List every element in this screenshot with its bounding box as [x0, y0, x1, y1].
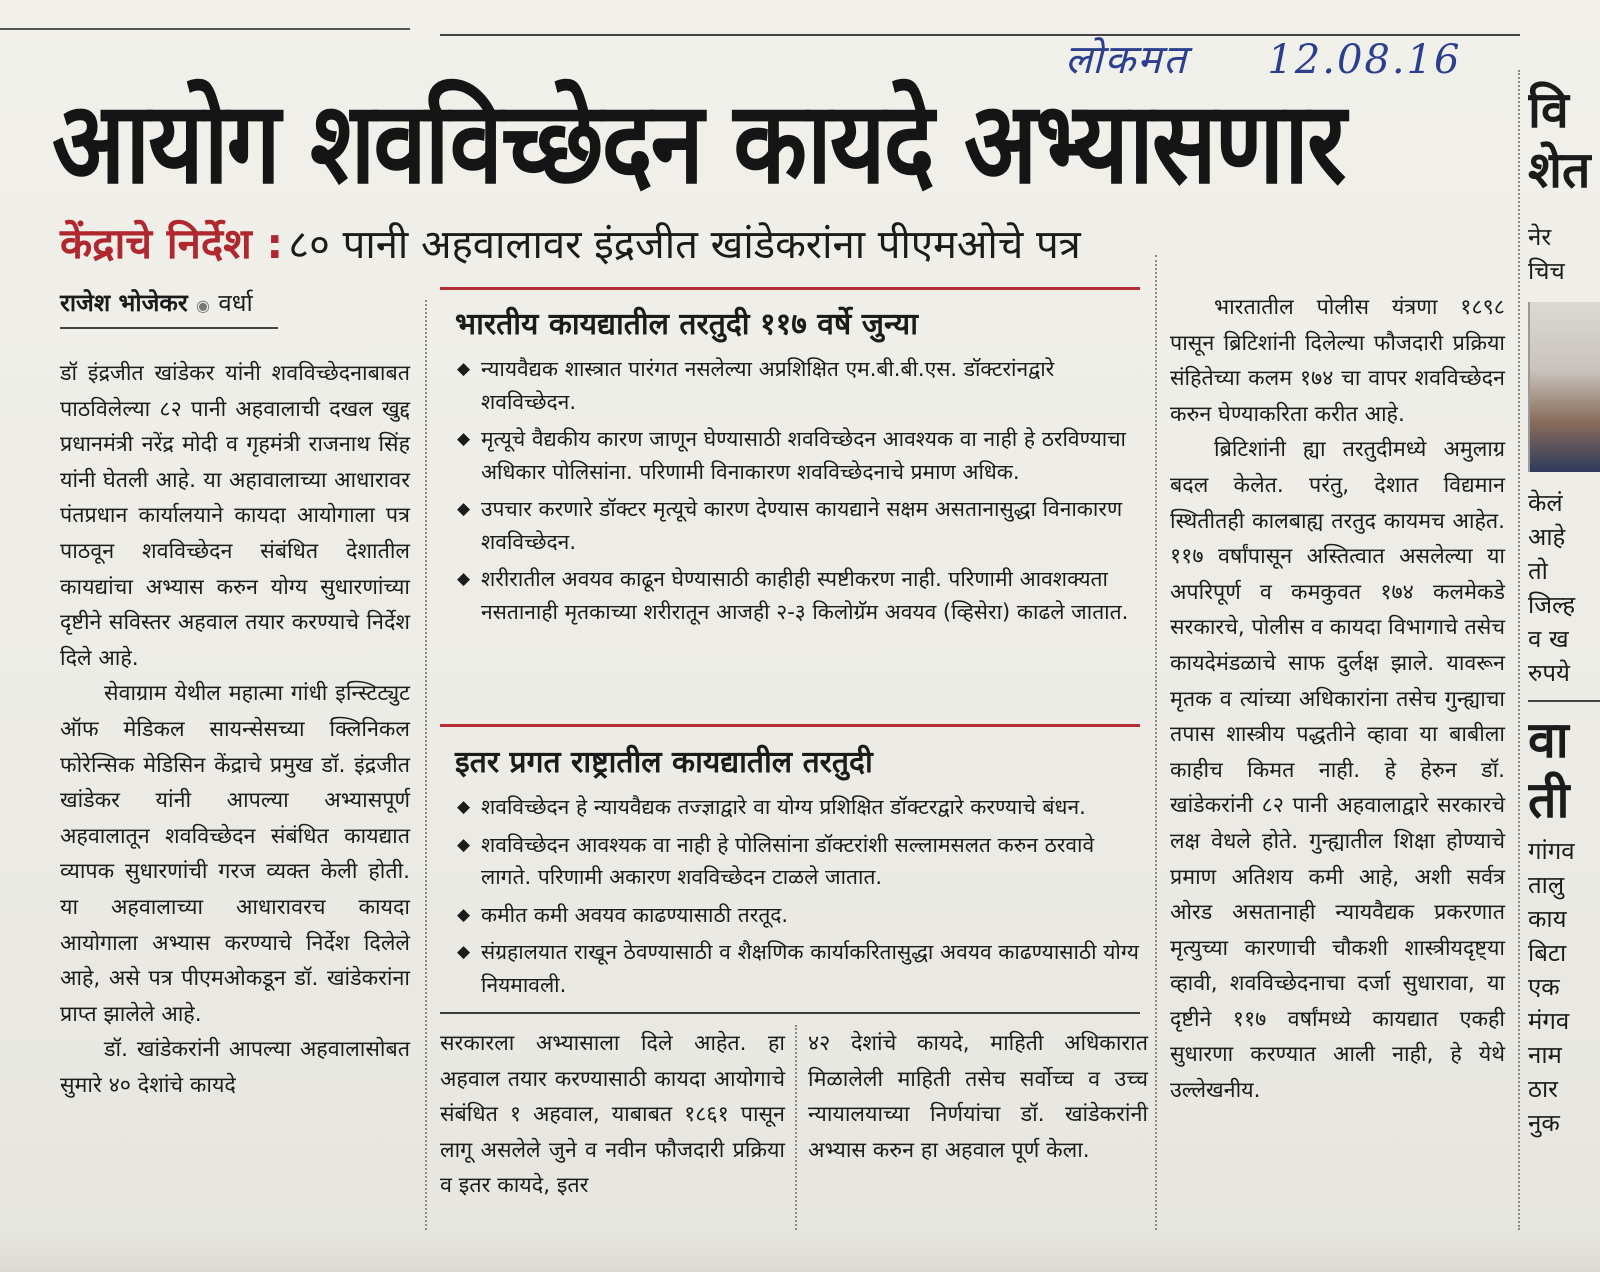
byline-separator: ◉ [196, 296, 210, 315]
box-india-item: ◆ न्यायवैद्यक शास्त्रात पारंगत नसलेल्या अप्रशिक्षित एम.बी.बी.एस. डॉक्टरांनद्वारे शवविच्छेदन. [455, 353, 1145, 418]
kicker-label: केंद्राचे निर्देश : [60, 219, 284, 268]
adjacent-photo [1528, 302, 1600, 472]
adjacent-headline-bottom: वा ती [1528, 711, 1570, 829]
newspaper-name: लोकमत [1065, 37, 1188, 83]
adjacent-headline-top: वि शेत [1528, 81, 1591, 199]
middle-bottom-left-text: सरकारला अभ्यासाला दिले आहेत. हा अहवाल तयार करण्यासाठी कायदा आयोगाचे संबंधित १ अहवाल, याबाबत १८६१ पासून लागू असलेले जुने व नवीन फौजदारी प्रक्रिया व इतर कायदे, इतर [440, 1031, 785, 1199]
bottom-edge [0, 1234, 1600, 1272]
left-paragraph-3: डॉ. खांडेकरांनी आपल्या अहवालासोबत सुमारे ४० देशांचे कायदे [60, 1037, 410, 1098]
diamond-bullet-icon: ◆ [457, 499, 471, 519]
left-column [60, 356, 410, 1103]
diamond-bullet-icon: ◆ [457, 797, 471, 817]
diamond-bullet-icon: ◆ [457, 904, 471, 925]
byline-author: राजेश भोजेकर [60, 289, 188, 317]
byline [60, 286, 253, 319]
box-other-top-rule [440, 724, 1140, 727]
column-divider-3 [1155, 255, 1158, 1230]
box-other-item: ◆ शवविच्छेदन हे न्यायवैद्यक तज्ज्ञाद्वारे वा योग्य प्रशिक्षित डॉक्टरद्वारे करण्याचे बंधन. [455, 791, 1145, 824]
subheadline [60, 214, 1081, 271]
right-paragraph-2: ब्रिटिशांनी ह्या तरतुदीमध्ये अमुलाग्र बदल केलेत. परंतु, देशात विद्यमान स्थितीतही कालबाह्य तरतुद कायमच आहेत. ११७ वर्षांपासून अस्तित्वात असलेल्या या अपरिपूर्ण व कमकुवत १७४ कलमेकडे सरकारचे, पोलीस व कायदा विभागाचे तसेच कायदेमंडळाचे साफ दुर्लक्ष झाले. यावरून मृतक व त्यांच्या अधिकारांना तसेच गुन्ह्याचा तपास शास्त्रीय पद्धतीने व्हावा या बाबीला काहीच किमत नाही. हे हेरुन डॉ. खांडेकरांनी ८२ पानी अहवालाद्वारे सरकारचे लक्ष वेधले होते. गुन्ह्यातील शिक्षा होण्याचे प्रमाण अतिशय कमी आहे, अशी सर्वत्र ओरड असतानाही न्यायवैद्यक प्रकरणात मृत्युच्या कारणाची चौकशी शास्त्रीयदृष्ट्या व्हावी, शवविच्छेदनाचा दर्जा सुधारावा, या दृष्टीने ११७ वर्षांमध्ये कायद्यात एकही सुधारणा करण्यात आली नाही, हे येथे उल्लेखनीय. [1170, 437, 1505, 1104]
box-other-item: ◆ कमीत कमी अवयव काढण्यासाठी तरतूद. [455, 899, 1145, 932]
byline-rule [60, 327, 278, 329]
left-paragraph-2: सेवाग्राम येथील महात्मा गांधी इन्स्टिट्युट ऑफ मेडिकल सायन्सेसच्या क्लिनिकल फोरेन्सिक मेडिसिन केंद्राचे प्रमुख डॉ. इंद्रजीत खांडेकर यांनी आपल्या अभ्यासपूर्ण अहवालातून शवविच्छेदन संबंधित कायद्यात व्यापक सुधारणांची गरज व्यक्त केली होती. या अहवालाच्या आधारावरच कायदा आयोगाला अभ्यास करण्याचे निर्देश दिलेले आहे, असे पत्र पीएमओकडून डॉ. खांडेकरांना प्राप्त झालेले आहे. [60, 681, 410, 1027]
middle-bottom-right-column [808, 1026, 1148, 1168]
box-other-bottom-rule [440, 1012, 1140, 1014]
adjacent-rule [1528, 700, 1600, 702]
box-other-item: ◆ शवविच्छेदन आवश्यक वा नाही हे पोलिसांना डॉक्टरांशी सल्लामसलत करुन ठरवावे लागते. परिणामी अकारण शवविच्छेदन टाळले जातात. [455, 829, 1145, 894]
middle-bottom-right-text: ४२ देशांचे कायदे, माहिती अधिकारात मिळालेली माहिती तसेच सर्वोच्च व उच्च न्यायालयाच्या निर्णयांचा डॉ. खांडेकरांनी अभ्यास करुन हा अहवाल पूर्ण केला. [808, 1031, 1148, 1163]
box-other-item: ◆ संग्रहालयात राखून ठेवण्यासाठी व शैक्षणिक कार्याकरितासुद्धा अवयव काढण्यासाठी योग्य नियमावली. [455, 936, 1145, 1001]
column-divider-2 [795, 1025, 798, 1230]
adjacent-body: केलं आहे तो जिल्ह व ख रुपये [1528, 489, 1576, 687]
right-paragraph-1: भारतातील पोलीस यंत्रणा १८९८ पासून ब्रिटिशांनी दिलेल्या फौजदारी प्रक्रिया संहितेच्या कलम १७४ चा वापर शवविच्छेदन करुन घेण्याकरिता करीत आहे. [1170, 295, 1505, 427]
right-column [1170, 290, 1505, 1109]
box-other-title: इतर प्रगत राष्ट्रातील कायद्यातील तरतुदी [455, 745, 873, 780]
box-india [455, 302, 1145, 633]
diamond-bullet-icon: ◆ [457, 359, 471, 379]
middle-bottom-left-column [440, 1026, 785, 1204]
diamond-bullet-icon: ◆ [457, 942, 471, 962]
box-india-list [455, 353, 1145, 628]
box-other [455, 740, 1145, 1006]
byline-place: वर्धा [218, 289, 253, 317]
column-divider-1 [425, 300, 428, 1230]
headline: आयोग शवविच्छेदन कायदे अभ्यासणार [52, 76, 1345, 210]
diamond-bullet-icon: ◆ [457, 569, 471, 589]
box-other-list [455, 791, 1145, 1001]
adjacent-intro: नेर चिच [1528, 223, 1565, 285]
left-paragraph-1: डॉ इंद्रजीत खांडेकर यांनी शवविच्छेदनाबाबत पाठविलेल्या ८२ पानी अहवालाची दखल खुद्द प्रधानमंत्री नरेंद्र मोदी व गृहमंत्री राजनाथ सिंह यांनी घेतली आहे. या अहावालाच्या आधारावर पंतप्रधान कार्यालयाने कायदा आयोगाला पत्र पाठवून शवविच्छेदन संबंधित देशातील कायद्यांचा अभ्यास करुन योग्य सुधारणांच्या दृष्टीने सविस्तर अहवाल तयार करण्याचे निर्देश दिले आहे. [60, 361, 410, 671]
adjacent-article [1528, 70, 1600, 1250]
adjacent-body-bottom: गांगव तालु काय बिटा एक मंगव नाम ठार नुक [1528, 837, 1575, 1137]
box-india-top-rule [440, 287, 1140, 290]
box-india-item: ◆ उपचार करणारे डॉक्टर मृत्यूचे कारण देण्यास कायद्याने सक्षम असतानासुद्धा विनाकारण शवविच्छेदन. [455, 493, 1145, 558]
box-india-item: ◆ शरीरातील अवयव काढून घेण्यासाठी काहीही स्पष्टीकरण नाही. परिणामी आवशक्यता नसतानाही मृतकाच्या शरीरातून आजही २-३ किलोग्रॅम अवयव (व्हिसेरा) काढले जातात. [455, 563, 1145, 628]
top-border-left [0, 0, 410, 30]
clipping-date: 12.08.16 [1267, 37, 1462, 83]
subhead-text: ८० पानी अहवालावर इंद्रजीत खांडेकरांना पीएमओचे पत्र [288, 222, 1081, 268]
column-divider-4 [1518, 70, 1521, 1230]
diamond-bullet-icon: ◆ [457, 429, 471, 449]
box-india-item: ◆ मृत्यूचे वैद्यकीय कारण जाणून घेण्यासाठी शवविच्छेदन आवश्यक वा नाही हे ठरविण्याचा अधिकार पोलिसांना. परिणामी विनाकारण शवविच्छेदनाचे प्रमाण अधिक. [455, 423, 1145, 488]
diamond-bullet-icon: ◆ [457, 834, 471, 855]
box-india-title: भारतीय कायद्यातील तरतुदी ११७ वर्षे जुन्या [455, 307, 918, 342]
